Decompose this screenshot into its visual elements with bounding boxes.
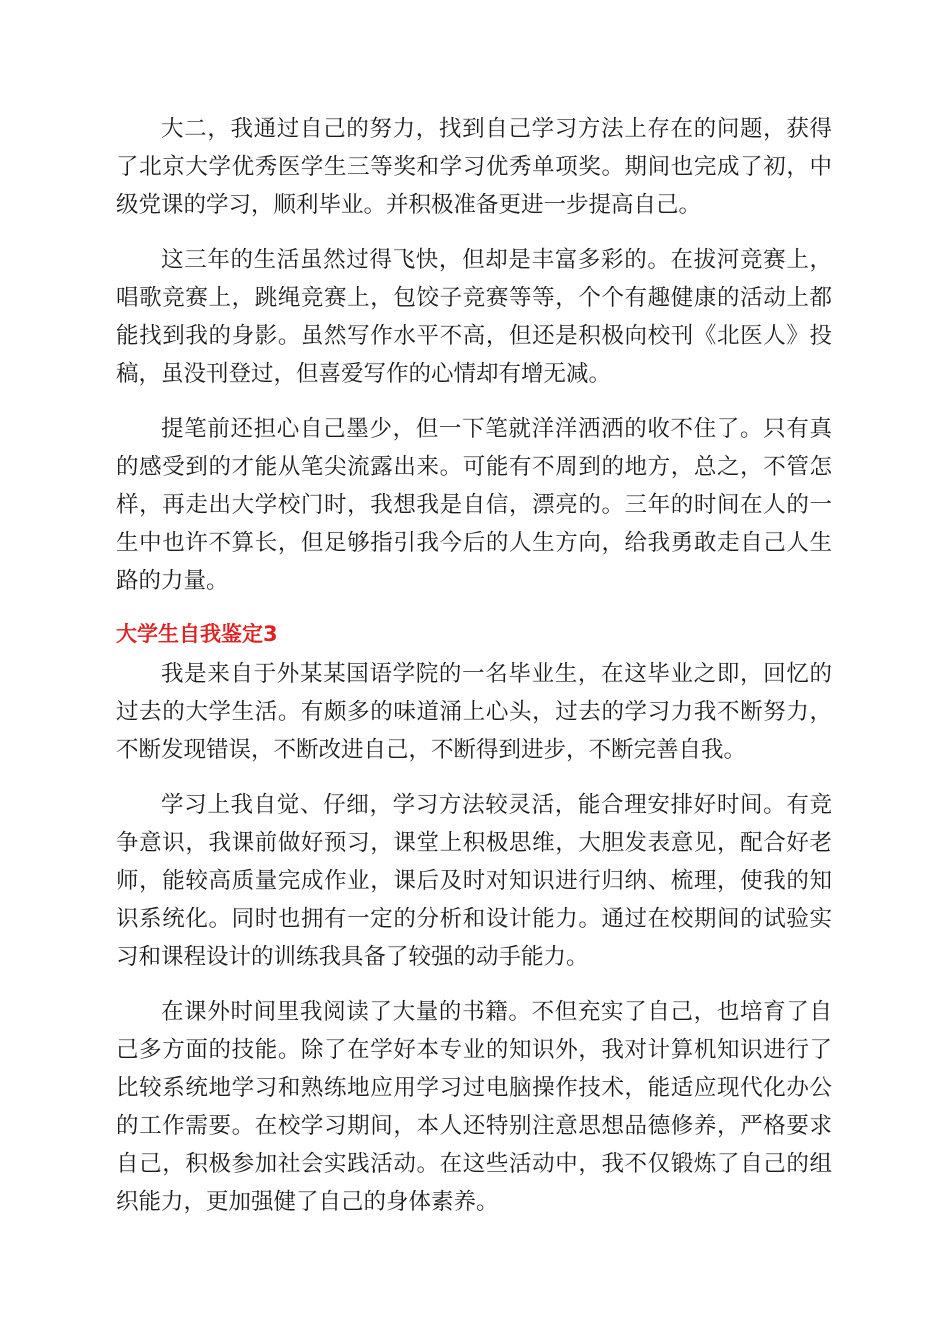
paragraph-extracurricular: 在课外时间里我阅读了大量的书籍。不但充实了自己，也培育了自己多方面的技能。除了在学好本专业的知识外，我对计算机知识进行了比较系统地学习和熟练地应用学习过电脑操作技术，能适应现代化办公的工作需要。在校学习期间，本人还特别注意思想品德修养，严格要求自己，积极参加社会实践活动。在这些活动中，我不仅锻炼了自己的组织能力，更加强健了自己的身体素养。: [116, 999, 832, 1215]
paragraph-sophomore-year: 大二，我通过自己的努力，找到自己学习方法上存在的问题，获得了北京大学优秀医学生三等奖和学习优秀单项奖。期间也完成了初，中级党课的学习，顺利毕业。并积极准备更进一步提高自己。: [116, 116, 832, 218]
paragraph-study: 学习上我自觉、仔细，学习方法较灵活，能合理安排好时间。有竞争意识，我课前做好预习，课堂上积极思维，大胆发表意见，配合好老师，能较高质量完成作业，课后及时对知识进行归纳、梳理，使我的知识系统化。同时也拥有一定的分析和设计能力。通过在校期间的试验实习和课程设计的训练我具备了较强的动手能力。: [116, 792, 832, 970]
paragraph-introduction: 我是来自于外某某国语学院的一名毕业生，在这毕业之即，回忆的过去的大学生活。有颇多的味道涌上心头，过去的学习力我不断努力，不断发现错误，不断改进自己，不断得到进步，不断完善自我。: [116, 661, 832, 763]
paragraph-closing-reflection: 提笔前还担心自己墨少，但一下笔就洋洋洒洒的收不住了。只有真的感受到的才能从笔尖流露出来。可能有不周到的地方，总之，不管怎样，再走出大学校门时，我想我是自信，漂亮的。三年的时间在人的一生中也许不算长，但足够指引我今后的人生方向，给我勇敢走自己人生路的力量。: [116, 416, 832, 594]
document-page: [116, 110, 832, 1238]
section-heading: 大学生自我鉴定3: [116, 622, 278, 646]
paragraph-campus-life: 这三年的生活虽然过得飞快，但却是丰富多彩的。在拔河竞赛上，唱歌竞赛上，跳绳竞赛上，包饺子竞赛等等，个个有趣健康的活动上都能找到我的身影。虽然写作水平不高，但还是积极向校刊《北医人》投稿，虽没刊登过，但喜爱写作的心情却有增无减。: [116, 247, 832, 387]
